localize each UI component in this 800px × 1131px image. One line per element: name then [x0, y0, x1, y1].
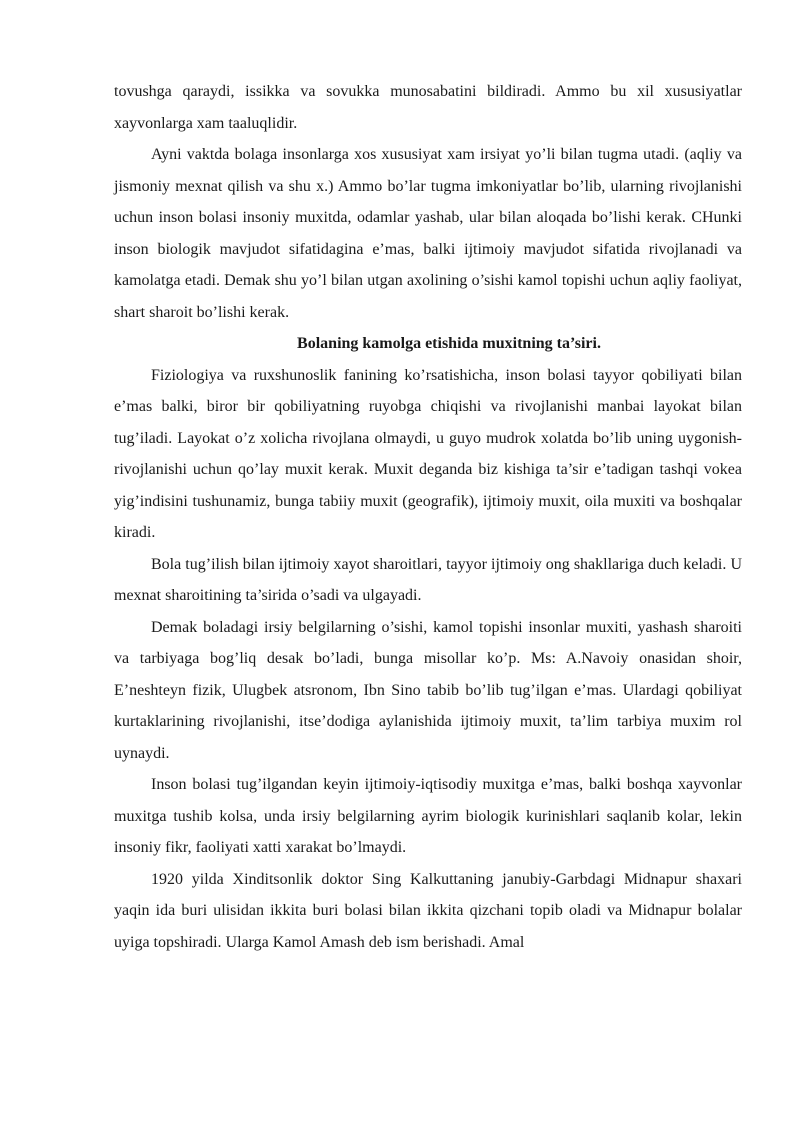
paragraph: Inson bolasi tug’ilgandan keyin ijtimoiy-iqtisodiy muxitga e’mas, balki boshqa xayvonlar muxitga tushib kolsa, unda irsiy belgilarning ayrim biologik kurinishlari saqlanib kolar, lekin insoniy fikr, faoliyati xatti xarakat bo’lmaydi.	[114, 776, 742, 856]
paragraph: tovushga qaraydi, issikka va sovukka munosabatini bildiradi. Ammo bu xil xususiyatlar xayvonlarga xam taaluqlidir.	[114, 83, 742, 132]
paragraph: Ayni vaktda bolaga insonlarga xos xususiyat xam irsiyat yo’li bilan tugma utadi. (aqliy va jismoniy mexnat qilish va shu x.) Ammo bo’lar tugma imkoniyatlar bo’lib, ularning rivojlanishi uchun inson bolasi insoniy muxitda, odamlar yashab, ular bilan aloqada bo’lishi kerak. CHunki inson biologik mavjudot sifatidagina e’mas, balki ijtimoiy mavjudot sifatida rivojlanadi va kamolatga etadi. Demak shu yo’l bilan utgan axolining o’sishi kamol topishi uchun aqliy faoliyat, shart sharoit bo’lishi kerak.	[114, 146, 742, 321]
paragraph: Demak boladagi irsiy belgilarning o’sishi, kamol topishi insonlar muxiti, yashash sharoiti va tarbiyaga bog’liq desak bo’ladi, bunga misollar ko’p. Ms: A.Navoiy onasidan shoir, E’neshteyn fizik, Ulugbek atsronom, Ibn Sino tabib bo’lib tug’ilgan e’mas. Ulardagi qobiliyat kurtaklarining rivojlanishi, itse’dodiga aylanishida ijtimoiy muxit, ta’lim tarbiya muxim rol uynaydi.	[114, 618, 742, 762]
paragraph: 1920 yilda Xinditsonlik doktor Sing Kalkuttaning janubiy-Garbdagi Midnapur shaxari yaqin ida buri ulisidan ikkita buri bolasi bilan ikkita qizchani topib oladi va Midnapur bolalar uyiga topshiradi. Ularga Kamol Amash deb ism berishadi. Amal	[114, 870, 742, 951]
document-page	[114, 76, 742, 958]
paragraph: Fiziologiya va ruxshunoslik fanining ko’rsatishicha, inson bolasi tayyor qobiliyati bilan e’mas balki, biror bir qobiliyatning ruyobga chiqishi va rivojlanishi manbai layokat bilan tug’iladi. Layokat o’z xolicha rivojlana olmaydi, u guyo mudrok xolatda bo’lib uning uygonish-rivojlanishi uchun qo’lay muxit kerak. Muxit deganda biz kishiga ta’sir e’tadigan tashqi vokea yig’indisini tushunamiz, bunga tabiiy muxit (geografik), ijtimoiy muxit, oila muxiti va boshqalar kiradi.	[114, 366, 742, 541]
section-heading: Bolaning kamolga etishida muxitning ta’siri.	[297, 335, 601, 352]
paragraph: Bola tug’ilish bilan ijtimoiy xayot sharoitlari, tayyor ijtimoiy ong shakllariga duch keladi. U mexnat sharoitining ta’sirida o’sadi va ulgayadi.	[114, 555, 742, 604]
